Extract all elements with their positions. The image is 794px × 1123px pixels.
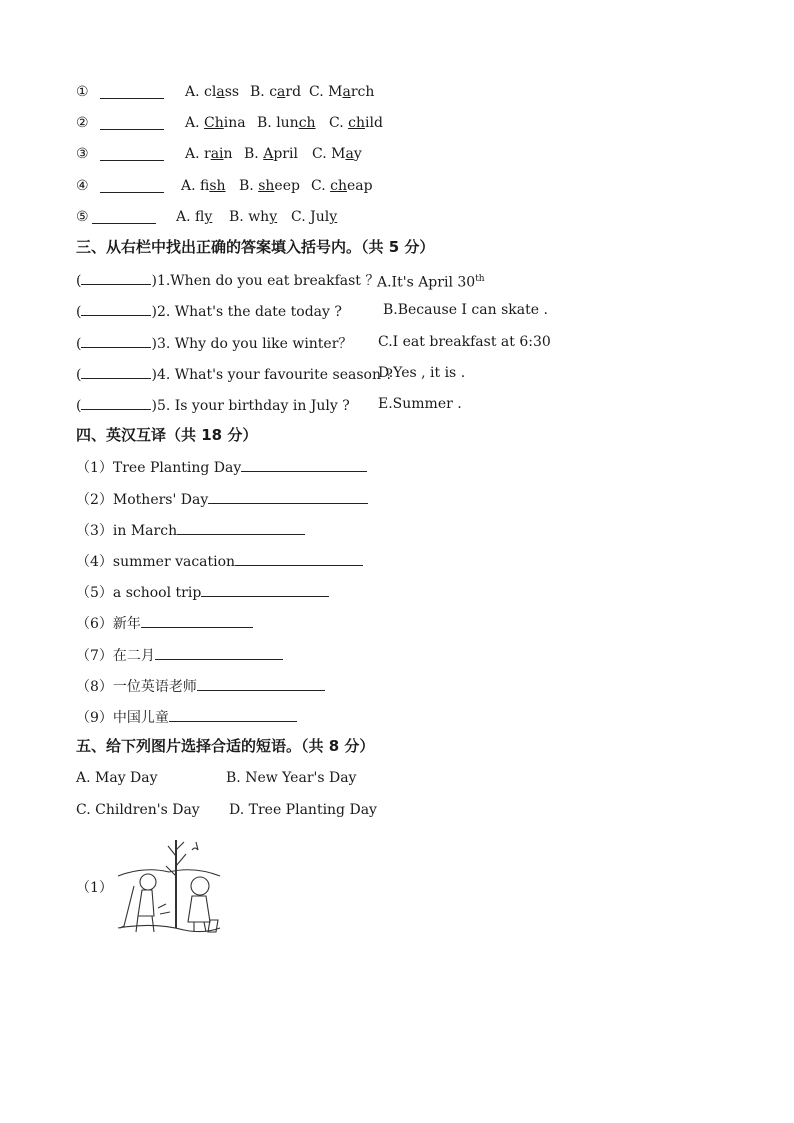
translation-item [76,520,305,540]
underlined-letters: a [345,146,354,162]
question-text: 3. Why do you like winter？ [156,336,353,352]
answer-blank[interactable] [100,178,164,193]
option-text: B. wh [229,209,270,225]
item-text: （3）in March [76,523,178,539]
option-c [312,145,362,163]
item-text: （8）一位英语老师 [76,679,197,695]
translation-item [76,676,325,696]
option-text: A. fl [176,209,205,225]
answer-blank[interactable] [197,676,325,691]
matching-question [76,333,352,353]
paren-open: ( [76,304,82,320]
answer-blank[interactable] [81,333,151,348]
option-text: ina [223,115,246,131]
underlined-letters: a [342,84,351,100]
translation-item [76,613,253,633]
section5-title: 五、给下列图片选择合适的短语。（共 8 分） [76,737,375,755]
option-text: A. r [185,146,211,162]
option-c [329,114,383,132]
answer-blank[interactable] [81,301,151,316]
question-text: 1.When do you eat breakfast ？ [156,273,380,289]
option-b: B. New Year's Day [226,770,357,786]
item-text: （2）Mothers' Day [76,492,209,508]
answer-blank[interactable] [100,146,164,161]
paren-open: ( [76,273,82,289]
underlined-letters: sh [209,178,226,194]
answer-blank[interactable] [241,457,367,472]
option-a [181,177,226,195]
underlined-letters: Ch [204,115,224,131]
matching-answer: E.Summer . [378,396,462,412]
option-b [257,114,316,132]
answer-blank[interactable] [169,707,297,722]
underlined-letters: y [269,209,278,225]
underlined-letters: ch [298,115,316,131]
option-b [239,177,300,195]
option-text: A. fi [181,178,210,194]
option-text: B. c [250,84,278,100]
underlined-letters: A [263,146,274,162]
option-text: C. Jul [291,209,330,225]
option-text: C. M [309,84,343,100]
option-a [176,208,212,226]
answer-blank[interactable] [100,84,164,99]
answer-blank[interactable] [155,645,283,660]
paren-close: ) [151,304,157,320]
paren-close: ) [151,398,157,414]
option-b [250,83,301,101]
underlined-letters: a [277,84,286,100]
option-text: y [353,146,362,162]
underlined-letters: ch [348,115,365,131]
option-text: A. cl [185,84,217,100]
translation-item [76,457,367,477]
option-text: B. lun [257,115,299,131]
underlined-letters: ch [330,178,347,194]
matching-question [76,364,393,384]
item-text: （6）新年 [76,616,141,632]
question-text: 5. Is your birthday in July ? [156,398,350,414]
paren-open: ( [76,336,82,352]
option-text: C. [329,115,349,131]
paren-open: ( [76,398,82,414]
item-number: ② [76,115,89,131]
superscript: th [475,274,485,284]
option-d: D. Tree Planting Day [229,802,377,818]
translation-item [76,489,368,509]
answer-blank[interactable] [100,115,164,130]
translation-item [76,551,363,571]
underlined-letters: a [216,84,225,100]
item-text: （7）在二月 [76,648,155,664]
item-number: ④ [76,178,89,194]
option-a: A. May Day [76,770,158,786]
answer-blank[interactable] [81,270,151,285]
option-text: rd [285,84,302,100]
option-text: C. [311,178,331,194]
section3-title: 三、从右栏中找出正确的答案填入括号内。（共 5 分） [76,238,435,256]
option-text: ss [224,84,240,100]
paren-close: ) [151,336,157,352]
question-text: 2. What's the date today ? [156,304,342,320]
option-a [185,83,239,101]
option-c: C. Children's Day [76,802,200,818]
item-number: ⑤ [76,209,89,225]
answer-blank[interactable] [81,364,151,379]
item-text: （1）Tree Planting Day [76,460,242,476]
matching-answer: A.It's April 30th [377,274,485,291]
option-c [311,177,373,195]
question-text: 4. What's your favourite season ? [156,367,393,383]
underlined-letters: y [329,209,338,225]
matching-question [76,301,342,321]
item-text: （4）summer vacation [76,554,236,570]
paren-close: ) [151,273,157,289]
answer-blank[interactable] [201,582,329,597]
item-text: （5）a school trip [76,585,202,601]
option-text: B. [239,178,259,194]
option-text: n [223,146,233,162]
translation-item [76,707,297,727]
answer-blank[interactable] [208,489,368,504]
translation-item [76,645,283,665]
item-number: ① [76,84,89,100]
answer-blank[interactable] [81,395,151,410]
option-text: A. [185,115,205,131]
paren-close: ) [151,367,157,383]
item-text: （9）中国儿童 [76,710,169,726]
matching-question [76,270,379,290]
option-text: C. M [312,146,346,162]
translation-item [76,582,329,602]
matching-question [76,395,350,415]
option-text: pril [273,146,298,162]
paren-open: ( [76,367,82,383]
tree-planting-picture [114,836,224,936]
option-text: B. [244,146,264,162]
option-text: eap [346,178,373,194]
option-b [229,208,277,226]
underlined-letters: ai [210,146,224,162]
answer-blank[interactable] [177,520,305,535]
item-number: ③ [76,146,89,162]
section4-title: 四、英汉互译（共 18 分） [76,426,258,444]
answer-blank[interactable] [141,613,253,628]
question-1-label: （1） [76,880,113,896]
answer-blank[interactable] [235,551,363,566]
option-text: ild [364,115,383,131]
answer-blank[interactable] [92,209,156,224]
option-text: rch [350,84,375,100]
underlined-letters: y [204,209,213,225]
option-text: eep [274,178,300,194]
matching-answer: C.I eat breakfast at 6:30 [378,334,551,350]
option-a [185,114,246,132]
option-c [309,83,374,101]
matching-answer: B.Because I can skate . [383,302,548,318]
underlined-letters: sh [258,178,275,194]
matching-answer: D.Yes , it is . [378,365,466,381]
option-a [185,145,233,163]
option-b [244,145,298,163]
option-c [291,208,337,226]
